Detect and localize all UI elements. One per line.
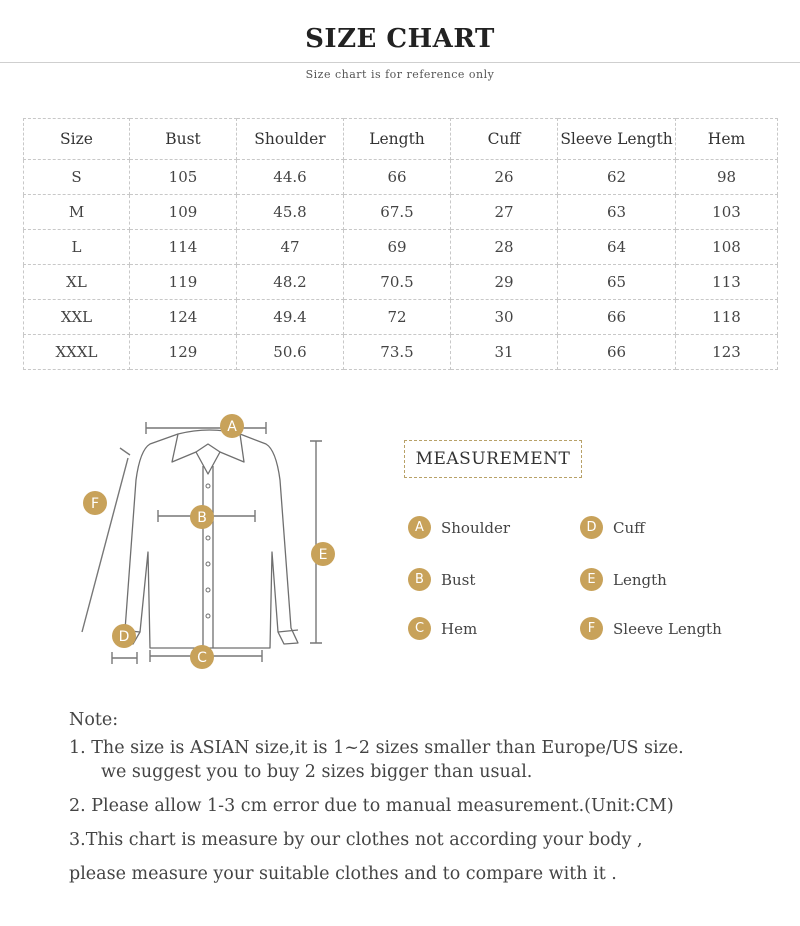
shirt-diagram	[70, 400, 370, 690]
table-cell: 66	[344, 160, 451, 195]
table-cell: XXL	[24, 300, 130, 335]
table-cell: 66	[558, 300, 676, 335]
table-cell: 28	[451, 230, 558, 265]
legend-label: Bust	[441, 570, 476, 589]
table-cell: XXXL	[24, 335, 130, 370]
legend-label: Cuff	[613, 518, 645, 537]
legend-label: Hem	[441, 619, 478, 638]
table-row	[24, 335, 778, 370]
header-cell: Size	[24, 119, 130, 160]
table-cell: 31	[451, 335, 558, 370]
table-cell: 70.5	[344, 265, 451, 300]
marker-c	[190, 645, 214, 669]
table-cell: 69	[344, 230, 451, 265]
table-cell: 123	[676, 335, 778, 370]
legend-item-sleeve-length	[580, 617, 722, 640]
table-cell: 98	[676, 160, 778, 195]
legend-badge: D	[580, 516, 603, 539]
table-cell: 44.6	[237, 160, 344, 195]
legend-badge: C	[408, 617, 431, 640]
table-cell: 129	[130, 335, 237, 370]
table-cell: 72	[344, 300, 451, 335]
table-cell: 113	[676, 265, 778, 300]
legend-item-length	[580, 568, 667, 591]
header-cell: Hem	[676, 119, 778, 160]
table-row	[24, 300, 778, 335]
legend-label: Shoulder	[441, 518, 511, 537]
note-line-1: 1. The size is ASIAN size,it is 1~2 sizes smaller than Europe/US size.	[69, 738, 684, 758]
measurement-heading: MEASUREMENT	[404, 440, 582, 478]
table-cell: 118	[676, 300, 778, 335]
table-cell: L	[24, 230, 130, 265]
marker-b	[190, 505, 214, 529]
table-cell: 49.4	[237, 300, 344, 335]
notes-label: Note:	[69, 710, 119, 730]
table-cell: 26	[451, 160, 558, 195]
table-cell: 124	[130, 300, 237, 335]
marker-e	[311, 542, 335, 566]
table-cell: S	[24, 160, 130, 195]
table-cell: 109	[130, 195, 237, 230]
table-cell: 30	[451, 300, 558, 335]
header-cell: Bust	[130, 119, 237, 160]
table-cell: 62	[558, 160, 676, 195]
table-cell: 47	[237, 230, 344, 265]
table-cell: 103	[676, 195, 778, 230]
table-cell: 108	[676, 230, 778, 265]
table-row	[24, 160, 778, 195]
table-cell: 105	[130, 160, 237, 195]
legend-item-hem	[408, 617, 477, 640]
svg-text:B: B	[197, 510, 207, 526]
legend-item-cuff	[580, 516, 645, 539]
marker-d	[112, 624, 136, 648]
page-subtitle: Size chart is for reference only	[305, 68, 495, 81]
size-table	[23, 118, 778, 370]
table-cell: 73.5	[344, 335, 451, 370]
table-cell: 50.6	[237, 335, 344, 370]
shirt-buttons	[206, 484, 210, 618]
note-line-2: 2. Please allow 1-3 cm error due to manual measurement.(Unit:CM)	[69, 796, 674, 816]
table-row	[24, 195, 778, 230]
table-cell: 64	[558, 230, 676, 265]
table-cell: 119	[130, 265, 237, 300]
note-line-1b: we suggest you to buy 2 sizes bigger than usual.	[101, 762, 533, 782]
header-cell: Sleeve Length	[558, 119, 676, 160]
table-cell: 48.2	[237, 265, 344, 300]
legend-badge: E	[580, 568, 603, 591]
legend-badge: A	[408, 516, 431, 539]
table-cell: 63	[558, 195, 676, 230]
table-row	[24, 230, 778, 265]
table-cell: 114	[130, 230, 237, 265]
table-cell: 65	[558, 265, 676, 300]
legend-item-shoulder	[408, 516, 510, 539]
note-line-4: please measure your suitable clothes and to compare with it .	[69, 864, 617, 884]
table-cell: 29	[451, 265, 558, 300]
note-line-3: 3.This chart is measure by our clothes not according your body ,	[69, 830, 643, 850]
table-header-row	[24, 119, 778, 160]
header-cell: Length	[344, 119, 451, 160]
table-cell: M	[24, 195, 130, 230]
header-cell: Cuff	[451, 119, 558, 160]
legend-label: Length	[613, 570, 667, 589]
page-title: SIZE CHART	[305, 24, 495, 54]
marker-f	[83, 491, 107, 515]
legend-badge: F	[580, 617, 603, 640]
table-cell: 45.8	[237, 195, 344, 230]
legend-item-bust	[408, 568, 475, 591]
header-cell: Shoulder	[237, 119, 344, 160]
title-divider	[0, 62, 800, 63]
legend-label: Sleeve Length	[613, 619, 722, 638]
table-cell: 66	[558, 335, 676, 370]
notes-section	[69, 708, 789, 886]
table-row	[24, 265, 778, 300]
svg-text:E: E	[318, 547, 328, 563]
svg-text:C: C	[197, 650, 207, 666]
table-cell: XL	[24, 265, 130, 300]
svg-text:D: D	[118, 629, 130, 645]
svg-text:F: F	[90, 496, 100, 512]
table-cell: 67.5	[344, 195, 451, 230]
legend-badge: B	[408, 568, 431, 591]
svg-text:A: A	[227, 419, 237, 435]
marker-a	[220, 414, 244, 438]
table-cell: 27	[451, 195, 558, 230]
